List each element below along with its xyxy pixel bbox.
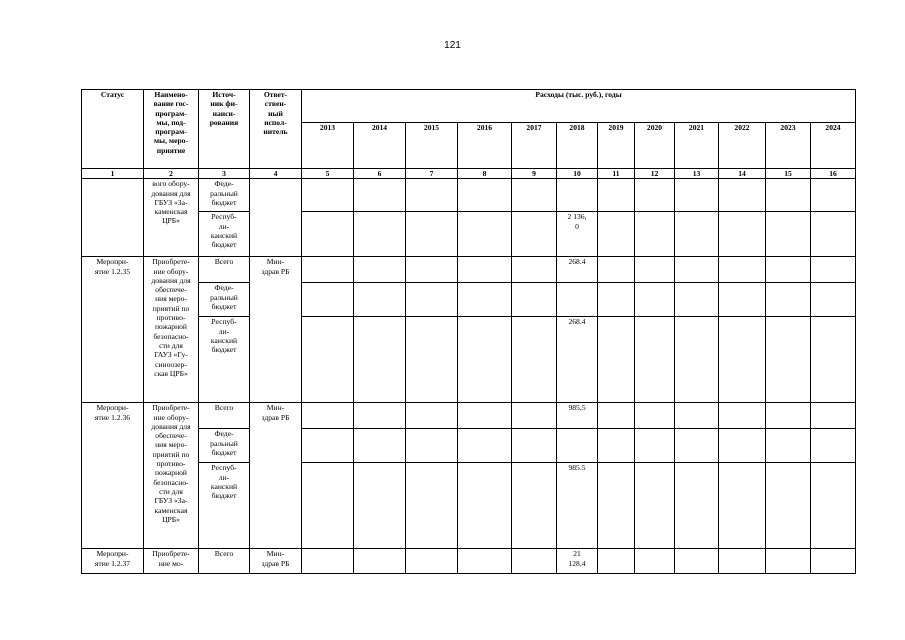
- value-cell: [302, 257, 354, 283]
- value-cell: [811, 212, 856, 257]
- value-cell: [598, 317, 635, 403]
- value-cell: [302, 212, 354, 257]
- value-cell: [766, 429, 811, 463]
- value-cell: [512, 403, 557, 429]
- value-cell: [458, 549, 512, 574]
- column-number: 1: [82, 169, 144, 179]
- value-cell: [598, 429, 635, 463]
- funding-source: Феде- ральный бюджет: [199, 179, 250, 212]
- value-cell: [302, 429, 354, 463]
- value-cell: [635, 463, 675, 549]
- value-cell: [675, 463, 719, 549]
- header-year: 2016: [458, 123, 512, 169]
- column-number: 2: [144, 169, 199, 179]
- value-cell: [354, 283, 406, 317]
- value-cell: [598, 463, 635, 549]
- value-cell: [302, 549, 354, 574]
- activity-name: Приобрете- ние мо-: [144, 549, 199, 574]
- value-cell: [811, 283, 856, 317]
- value-cell: [811, 179, 856, 212]
- value-cell: [354, 403, 406, 429]
- header-year: 2014: [354, 123, 406, 169]
- table-row: [82, 283, 856, 317]
- header-expenses: Расходы (тыс. руб.), годы: [302, 90, 856, 123]
- executor-cell: Мин- здрав РБ: [250, 257, 302, 403]
- value-cell: 268.4: [557, 317, 598, 403]
- value-cell: [675, 212, 719, 257]
- value-cell: [598, 257, 635, 283]
- column-number: 10: [557, 169, 598, 179]
- value-cell: [302, 403, 354, 429]
- value-cell: [458, 429, 512, 463]
- value-cell: [458, 179, 512, 212]
- value-cell: [635, 283, 675, 317]
- header-year: 2018: [557, 123, 598, 169]
- value-cell: [406, 429, 458, 463]
- value-cell: [354, 212, 406, 257]
- value-cell: [302, 463, 354, 549]
- column-number: 4: [250, 169, 302, 179]
- value-cell: [512, 257, 557, 283]
- value-cell: [354, 463, 406, 549]
- column-number: 12: [635, 169, 675, 179]
- activity-status: Меропри- ятие 1.2.36: [82, 403, 144, 549]
- value-cell: [458, 257, 512, 283]
- value-cell: [512, 549, 557, 574]
- funding-source: Всего: [199, 403, 250, 429]
- value-cell: [458, 463, 512, 549]
- value-cell: [719, 317, 766, 403]
- value-cell: [598, 179, 635, 212]
- funding-source: Феде- ральный бюджет: [199, 283, 250, 317]
- value-cell: [302, 283, 354, 317]
- value-cell: [512, 179, 557, 212]
- executor-cell: Мин- здрав РБ: [250, 549, 302, 574]
- value-cell: [557, 179, 598, 212]
- value-cell: [354, 257, 406, 283]
- value-cell: [598, 283, 635, 317]
- value-cell: [675, 429, 719, 463]
- column-number: 15: [766, 169, 811, 179]
- value-cell: [811, 317, 856, 403]
- header-year: 2017: [512, 123, 557, 169]
- header-executor: Ответ- ствен- ный испол- нитель: [250, 90, 302, 169]
- table-row: [82, 212, 856, 257]
- value-cell: 21 128,4: [557, 549, 598, 574]
- value-cell: 2 136, 0: [557, 212, 598, 257]
- funding-source: Респуб- ли- канский бюджет: [199, 317, 250, 403]
- header-year: 2019: [598, 123, 635, 169]
- value-cell: [766, 463, 811, 549]
- value-cell: [766, 212, 811, 257]
- value-cell: [302, 317, 354, 403]
- value-cell: [719, 257, 766, 283]
- value-cell: [675, 179, 719, 212]
- activity-name: Приобрете- ние обору- дования для обеспече- ния меро- приятий по противо- пожарной безопасно- сти для ГБУЗ «За- каменская ЦРБ»: [144, 403, 199, 549]
- value-cell: [811, 429, 856, 463]
- value-cell: [557, 429, 598, 463]
- value-cell: [302, 179, 354, 212]
- budget-table: [81, 89, 856, 574]
- value-cell: [766, 549, 811, 574]
- value-cell: [406, 212, 458, 257]
- value-cell: [635, 403, 675, 429]
- executor-cell: Мин- здрав РБ: [250, 403, 302, 549]
- value-cell: [406, 549, 458, 574]
- value-cell: [811, 463, 856, 549]
- value-cell: [811, 403, 856, 429]
- page-number: 121: [444, 40, 461, 51]
- value-cell: [675, 403, 719, 429]
- value-cell: [598, 549, 635, 574]
- funding-source: Всего: [199, 549, 250, 574]
- column-number: 7: [406, 169, 458, 179]
- header-year: 2015: [406, 123, 458, 169]
- value-cell: [458, 212, 512, 257]
- header-year: 2024: [811, 123, 856, 169]
- table-row: [82, 257, 856, 283]
- value-cell: [458, 317, 512, 403]
- value-cell: [512, 212, 557, 257]
- value-cell: [766, 403, 811, 429]
- table-row: [82, 317, 856, 403]
- table-row: [82, 549, 856, 574]
- table-row: [82, 179, 856, 212]
- value-cell: [719, 429, 766, 463]
- value-cell: 985,5: [557, 403, 598, 429]
- value-cell: [406, 179, 458, 212]
- table-row: [82, 403, 856, 429]
- value-cell: [811, 257, 856, 283]
- table-row: [82, 429, 856, 463]
- value-cell: [406, 283, 458, 317]
- header-year: 2013: [302, 123, 354, 169]
- value-cell: [675, 549, 719, 574]
- value-cell: [635, 429, 675, 463]
- value-cell: [635, 549, 675, 574]
- value-cell: [766, 257, 811, 283]
- column-number: 8: [458, 169, 512, 179]
- value-cell: [719, 283, 766, 317]
- value-cell: [354, 179, 406, 212]
- value-cell: [458, 283, 512, 317]
- activity-name: вого обору- дования для ГБУЗ «За- каменская ЦРБ»: [144, 179, 199, 257]
- activity-status: Меропри- ятие 1.2.37: [82, 549, 144, 574]
- header-year: 2021: [675, 123, 719, 169]
- value-cell: [512, 463, 557, 549]
- value-cell: [512, 317, 557, 403]
- column-number: 6: [354, 169, 406, 179]
- column-number: 3: [199, 169, 250, 179]
- value-cell: [406, 403, 458, 429]
- value-cell: [766, 179, 811, 212]
- funding-source: Респуб- ли- канский бюджет: [199, 212, 250, 257]
- funding-source: Всего: [199, 257, 250, 283]
- column-number: 16: [811, 169, 856, 179]
- column-number: 5: [302, 169, 354, 179]
- value-cell: [635, 317, 675, 403]
- value-cell: [675, 317, 719, 403]
- column-number: 13: [675, 169, 719, 179]
- status-cell: [82, 179, 144, 257]
- value-cell: [557, 283, 598, 317]
- value-cell: [675, 283, 719, 317]
- value-cell: 268.4: [557, 257, 598, 283]
- value-cell: [406, 257, 458, 283]
- value-cell: [406, 317, 458, 403]
- value-cell: [766, 317, 811, 403]
- value-cell: [406, 463, 458, 549]
- table-row: [82, 463, 856, 549]
- value-cell: 985.5: [557, 463, 598, 549]
- column-number: 11: [598, 169, 635, 179]
- funding-source: Респуб- ли- канский бюджет: [199, 463, 250, 549]
- funding-source: Феде- ральный бюджет: [199, 429, 250, 463]
- value-cell: [354, 429, 406, 463]
- value-cell: [635, 179, 675, 212]
- value-cell: [635, 257, 675, 283]
- value-cell: [598, 212, 635, 257]
- value-cell: [512, 429, 557, 463]
- header-year: 2022: [719, 123, 766, 169]
- activity-status: Меропри- ятие 1.2.35: [82, 257, 144, 403]
- column-number: 9: [512, 169, 557, 179]
- value-cell: [458, 403, 512, 429]
- value-cell: [811, 549, 856, 574]
- value-cell: [719, 463, 766, 549]
- value-cell: [635, 212, 675, 257]
- executor-cell: [250, 179, 302, 257]
- header-year: 2023: [766, 123, 811, 169]
- activity-name: Приобрете- ние обору- дования для обеспече- ния меро- приятий по противо- пожарной безопасно- сти для ГАУЗ «Гу- синоозер- ская ЦРБ»: [144, 257, 199, 403]
- value-cell: [719, 179, 766, 212]
- value-cell: [354, 317, 406, 403]
- header-name: Наимено- вание гос- програм- мы, под- програм- мы, меро- приятие: [144, 90, 199, 169]
- value-cell: [512, 283, 557, 317]
- value-cell: [719, 549, 766, 574]
- header-status: Статус: [82, 90, 144, 169]
- value-cell: [766, 283, 811, 317]
- header-source: Источ- ник фи- нанси- рования: [199, 90, 250, 169]
- header-year: 2020: [635, 123, 675, 169]
- column-number: 14: [719, 169, 766, 179]
- value-cell: [598, 403, 635, 429]
- value-cell: [719, 212, 766, 257]
- value-cell: [354, 549, 406, 574]
- value-cell: [719, 403, 766, 429]
- value-cell: [675, 257, 719, 283]
